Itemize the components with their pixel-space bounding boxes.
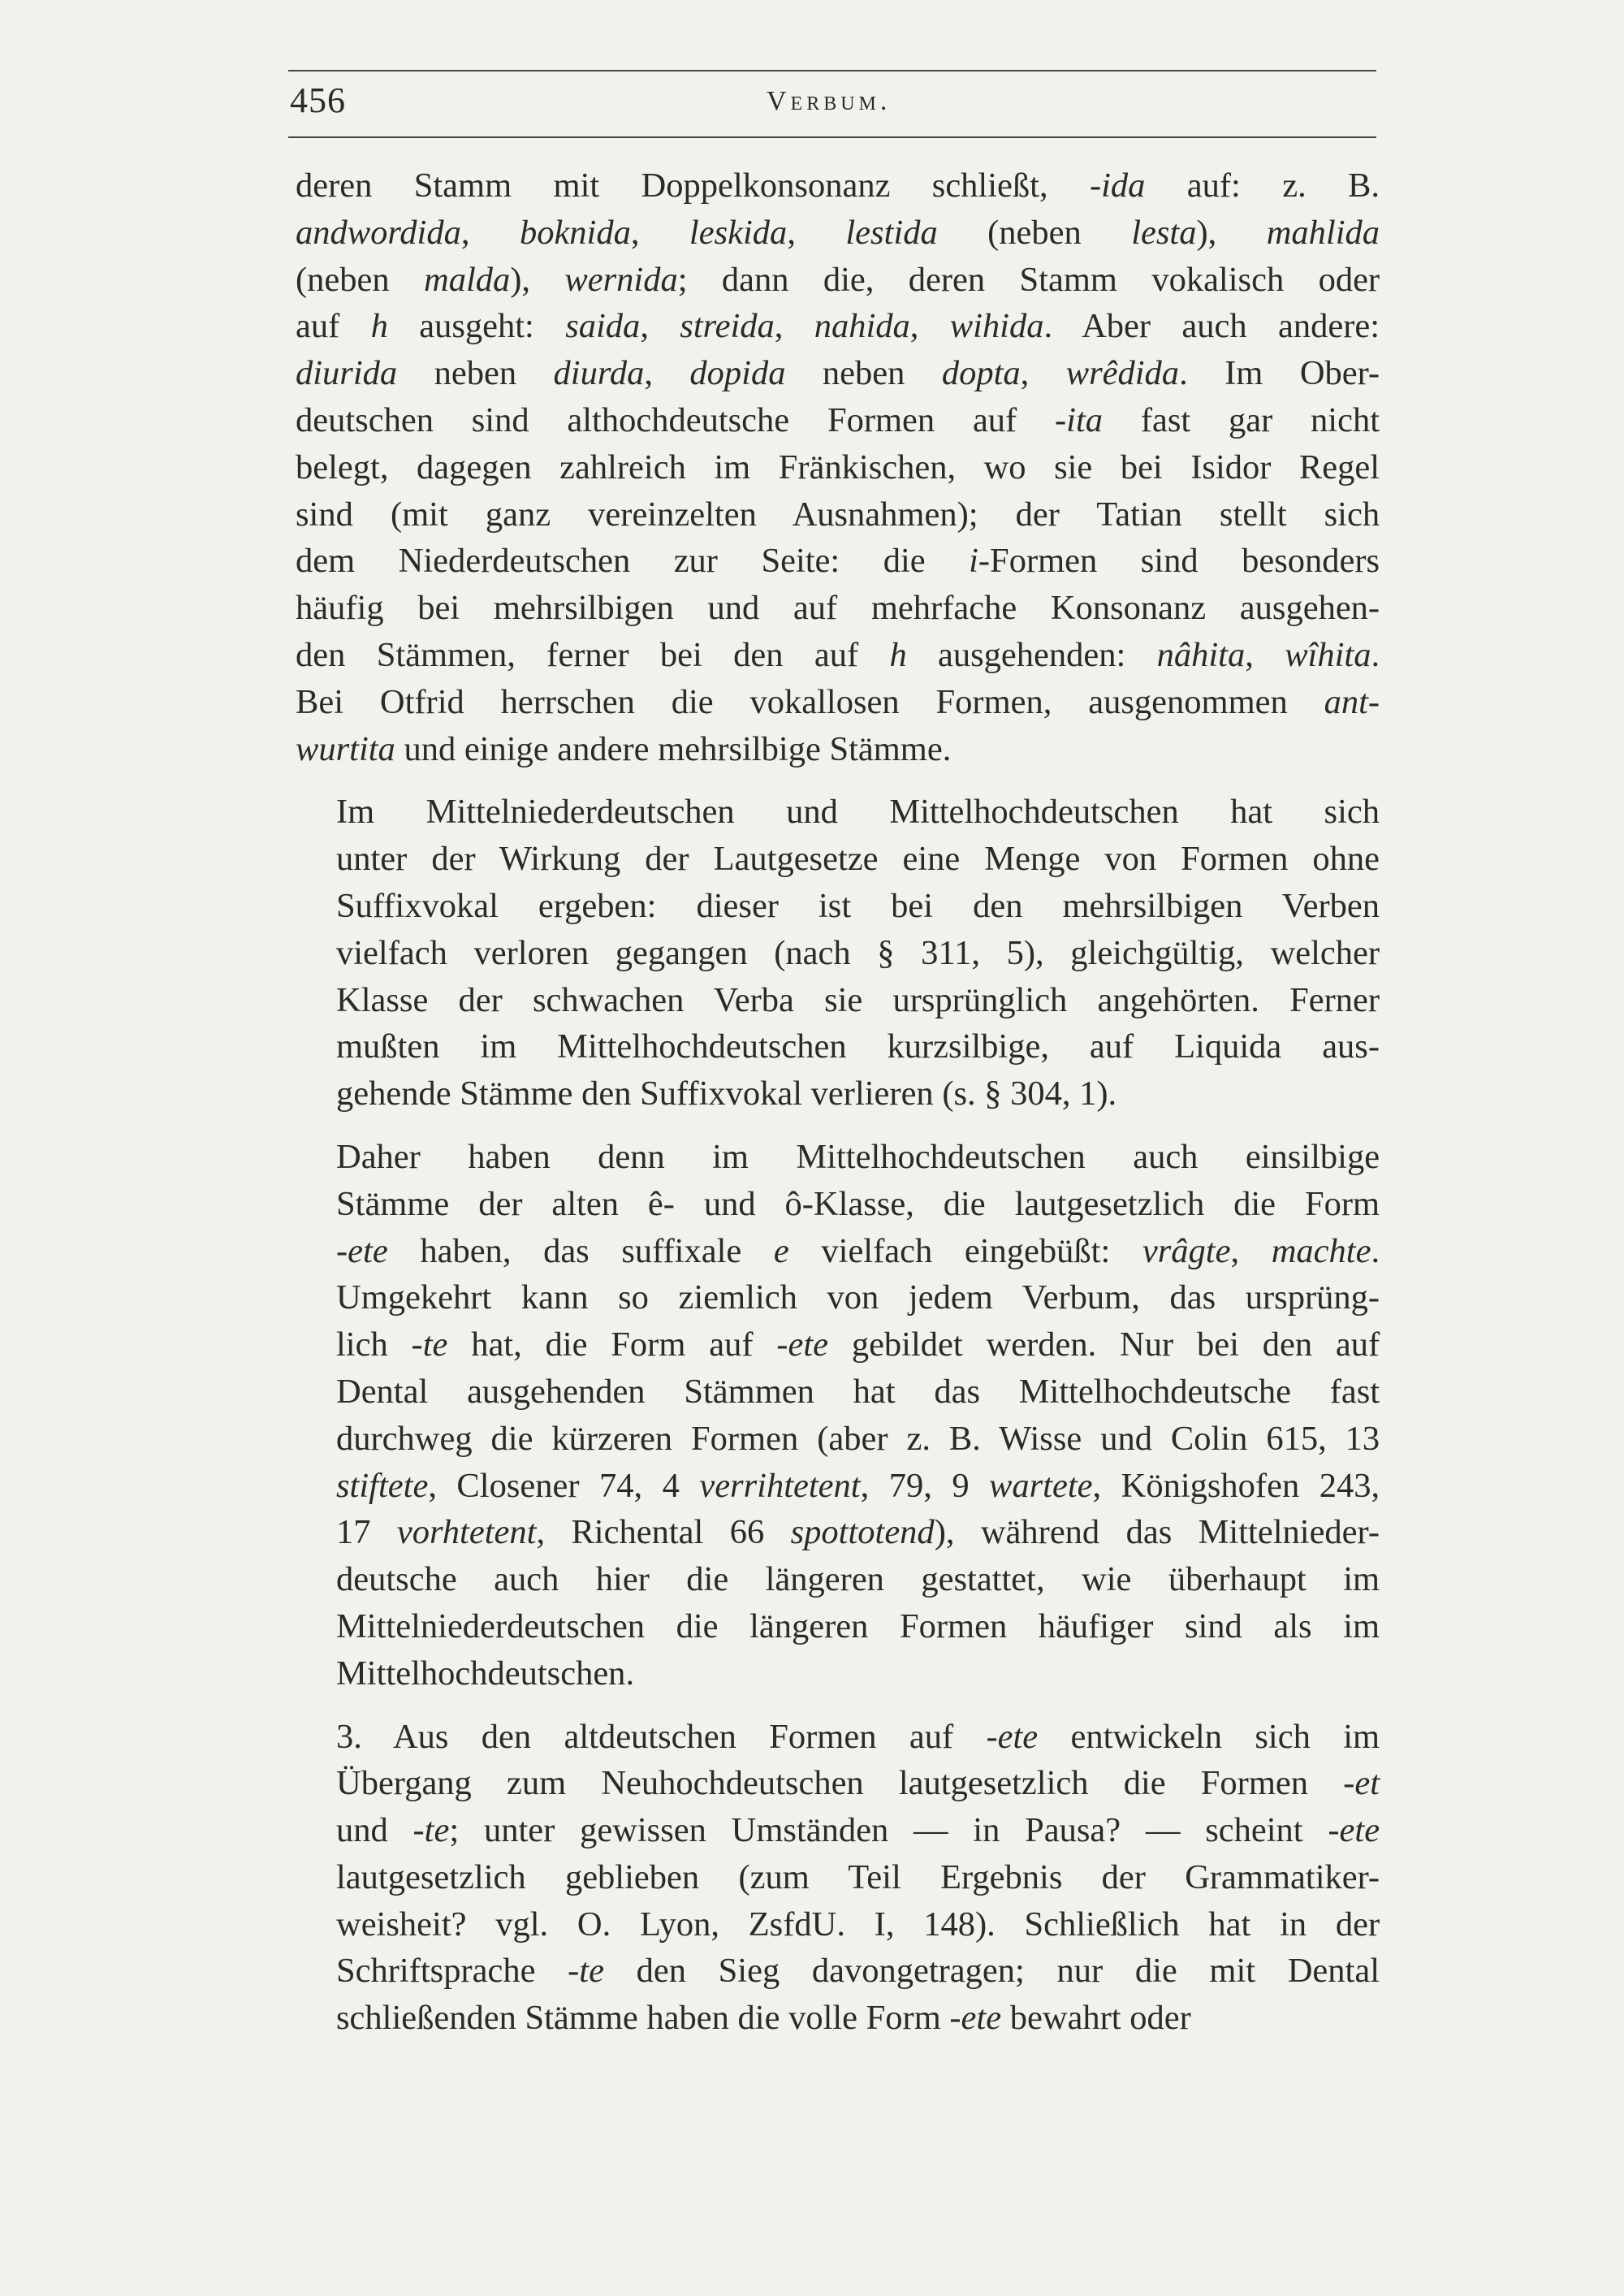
text-line: deutsche auch hier die längeren gestattet, wie überhaupt im (336, 1560, 1380, 1599)
text-line: deren Stamm mit Doppelkonsonanz schließt, -ida auf: z. B. (296, 166, 1380, 205)
text-line: Klasse der schwachen Verba sie ursprünglich angehörten. Ferner (336, 980, 1380, 1019)
text-line: Mittelniederdeutschen die längeren Formen häufiger sind als im (336, 1606, 1380, 1645)
text-line: (neben malda), wernida; dann die, deren Stamm vokalisch oder (296, 260, 1380, 299)
text-line: Im Mittelniederdeutschen und Mittelhochdeutschen hat sich (336, 793, 1380, 832)
paragraph-1 (296, 162, 1380, 772)
text-line: schließenden Stämme haben die volle Form -ete bewahrt oder (336, 1999, 1191, 2038)
text-line: diurida neben diurda, dopida neben dopta, wrêdida. Im Ober- (296, 354, 1380, 393)
body-text (296, 162, 1380, 2042)
text-line: und -te; unter gewissen Umständen — in Pausa? — scheint -ete (336, 1811, 1380, 1850)
text-line: durchweg die kürzeren Formen (aber z. B. Wisse und Colin 615, 13 (336, 1419, 1380, 1458)
text-line: Suffixvokal ergeben: dieser ist bei den mehrsilbigen Verben (336, 886, 1380, 925)
text-line: Daher haben denn im Mittelhochdeutschen auch einsilbige (336, 1137, 1380, 1176)
paragraph-4 (296, 1714, 1380, 2043)
text-line: auf h ausgeht: saida, streida, nahida, wihida. Aber auch andere: (296, 307, 1380, 346)
text-line: den Stämmen, ferner bei den auf h ausgehenden: nâhita, wîhita. (296, 635, 1380, 674)
text-line: lich -te hat, die Form auf -ete gebildet werden. Nur bei den auf (336, 1325, 1380, 1364)
text-line: gehende Stämme den Suffixvokal verlieren (s. § 304, 1). (336, 1074, 1117, 1113)
text-line: 17 vorhtetent, Richental 66 spottotend), während das Mittelnieder- (336, 1513, 1380, 1552)
header-rule-bottom (288, 136, 1376, 138)
text-line: Umgekehrt kann so ziemlich von jedem Verbum, das ursprüng- (336, 1278, 1380, 1317)
header-rule-top (288, 70, 1376, 71)
text-line: wurtita und einige andere mehrsilbige Stämme. (296, 729, 952, 768)
paragraph-3 (296, 1134, 1380, 1697)
text-line: Schriftsprache -te den Sieg davongetragen; nur die mit Dental (336, 1952, 1380, 1991)
text-line: lautgesetzlich geblieben (zum Teil Ergebnis der Grammatiker- (336, 1857, 1380, 1896)
paragraph-2 (296, 789, 1380, 1118)
text-line: Bei Otfrid herrschen die vokallosen Formen, ausgenommen ant- (296, 682, 1380, 721)
text-line: mußten im Mittelhochdeutschen kurzsilbige, auf Liquida aus- (336, 1027, 1380, 1066)
page-number: 456 (290, 80, 346, 120)
text-line: andwordida, boknida, leskida, lestida (neben lesta), mahlida (296, 213, 1380, 252)
text-line: dem Niederdeutschen zur Seite: die i-Formen sind besonders (296, 542, 1380, 581)
text-line: vielfach verloren gegangen (nach § 311, 5), gleichgültig, welcher (336, 933, 1380, 972)
text-line: 3. Aus den altdeutschen Formen auf -ete entwickeln sich im (336, 1717, 1380, 1756)
text-line: Übergang zum Neuhochdeutschen lautgesetzlich die Formen -et (336, 1764, 1380, 1803)
text-line: Stämme der alten ê- und ô-Klasse, die lautgesetzlich die Form (336, 1184, 1380, 1223)
text-line: deutschen sind althochdeutsche Formen auf -ita fast gar nicht (296, 400, 1380, 439)
text-line: Dental ausgehenden Stämmen hat das Mittelhochdeutsche fast (336, 1372, 1380, 1411)
text-line: weisheit? vgl. O. Lyon, ZsfdU. I, 148). Schließlich hat in der (336, 1905, 1380, 1944)
text-line: belegt, dagegen zahlreich im Fränkischen, wo sie bei Isidor Regel (296, 448, 1380, 486)
text-line: stiftete, Closener 74, 4 verrihtetent, 79, 9 wartete, Königshofen 243, (336, 1466, 1380, 1505)
text-line: -ete haben, das suffixale e vielfach eingebüßt: vrâgte, machte. (336, 1231, 1380, 1270)
text-line: häufig bei mehrsilbigen und auf mehrfache Konsonanz ausgehen- (296, 589, 1380, 628)
text-line: sind (mit ganz vereinzelten Ausnahmen); der Tatian stellt sich (296, 495, 1380, 534)
text-line: unter der Wirkung der Lautgesetze eine Menge von Formen ohne (336, 840, 1380, 879)
text-line: Mittelhochdeutschen. (336, 1654, 635, 1693)
running-head: Verbum. (767, 86, 892, 116)
